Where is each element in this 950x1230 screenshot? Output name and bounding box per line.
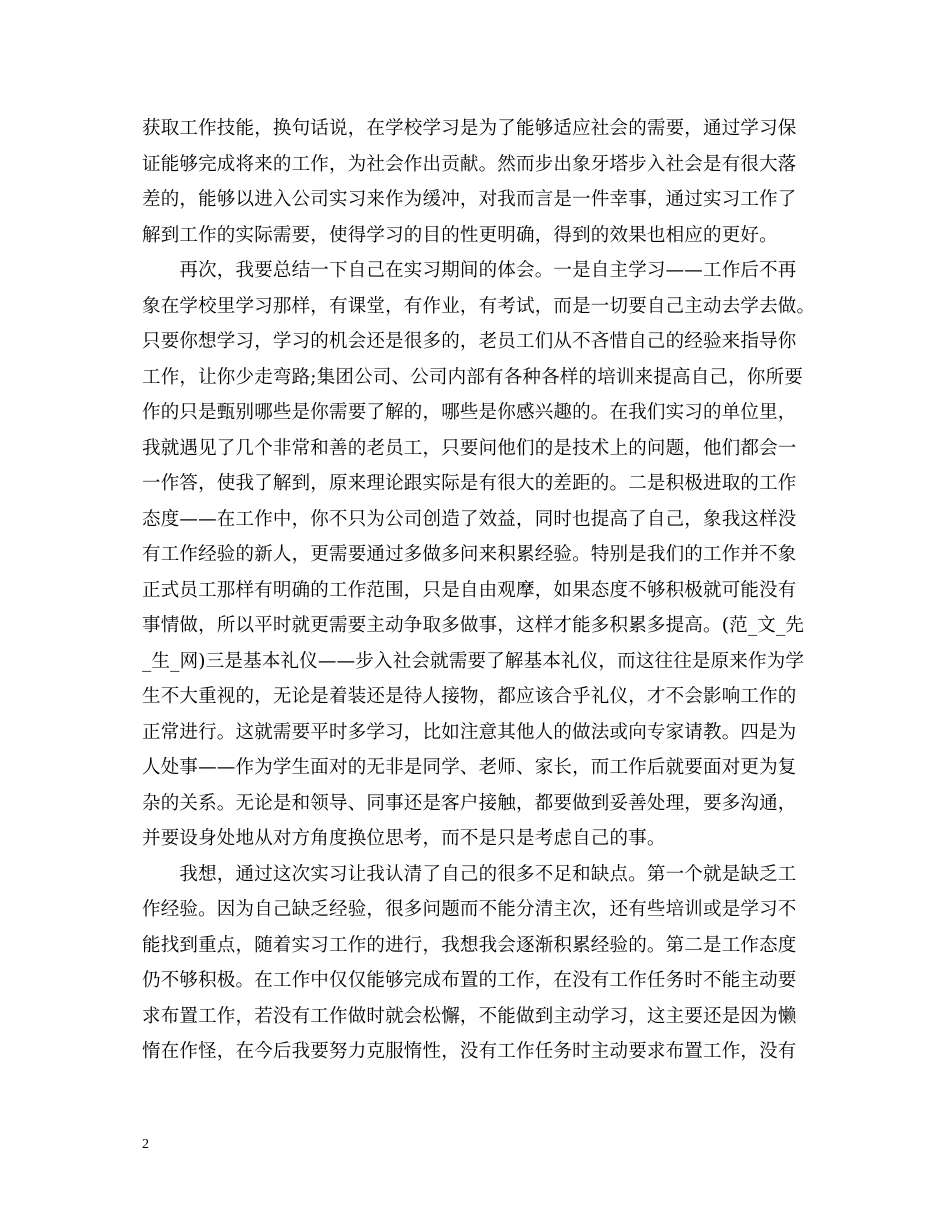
text-line: 作的只是甄别哪些是你需要了解的，哪些是你感兴趣的。在我们实习的单位里， xyxy=(142,402,797,423)
text-line: 工作，让你少走弯路;集团公司、公司内部有各种各样的培训来提高自己，你所要 xyxy=(142,366,803,388)
text-line: 生不大重视的，无论是着装还是待人接物，都应该合乎礼仪，才不会影响工作的 xyxy=(142,686,797,707)
text-line: 事情做，所以平时就更需要主动争取多做事，这样才能多积累多提高。(范_文_先 xyxy=(142,615,805,636)
text-line: 只要你想学习，学习的机会还是很多的，老员工们从不吝惜自己的经验来指导你 xyxy=(142,331,797,352)
text-line: 并要设身处地从对方角度换位思考，而不是只是考虑自己的事。 xyxy=(142,828,666,849)
text-line: 态度——在工作中，你不只为公司创造了效益，同时也提高了自己，象我这样没 xyxy=(142,508,797,530)
text-line: 象在学校里学习那样，有课堂，有作业，有考试，而是一切要自己主动去学去做。 xyxy=(142,295,816,317)
text-line: 有工作经验的新人，更需要通过多做多问来积累经验。特别是我们的工作并不象 xyxy=(142,544,797,565)
text-line: 能找到重点，随着实习工作的进行，我想我会逐渐积累经验的。第二是工作态度 xyxy=(142,934,797,956)
text-line: 求布置工作，若没有工作做时就会松懈，不能做到主动学习，这主要还是因为懒 xyxy=(142,1005,797,1027)
text-line: 差的，能够以进入公司实习来作为缓冲，对我而言是一件幸事，通过实习工作了 xyxy=(142,189,797,210)
text-line: 一作答，使我了解到，原来理论跟实际是有很大的差距的。二是积极进取的工作 xyxy=(142,473,797,494)
text-line: 人处事——作为学生面对的无非是同学、老师、家长，而工作后就要面对更为复 xyxy=(142,757,797,778)
text-line: 惰在作怪，在今后我要努力克服惰性，没有工作任务时主动要求布置工作，没有 xyxy=(142,1041,797,1062)
text-line: 我想，通过这次实习让我认清了自己的很多不足和缺点。第一个就是缺乏工 xyxy=(142,863,797,885)
text-line: 杂的关系。无论是和领导、同事还是客户接触，都要做到妥善处理，要多沟通， xyxy=(142,792,797,814)
text-line: 我就遇见了几个非常和善的老员工，只要问他们的是技术上的问题，他们都会一 xyxy=(142,437,797,459)
page-number: 2 xyxy=(142,1137,149,1152)
text-line: 解到工作的实际需要，使得学习的目的性更明确，得到的效果也相应的更好。 xyxy=(142,224,778,246)
text-line: 作经验。因为自己缺乏经验，很多问题而不能分清主次，还有些培训或是学习不 xyxy=(142,899,797,920)
text-line: _生_网)三是基本礼仪——步入社会就需要了解基本礼仪，而这往往是原来作为学 xyxy=(142,650,805,672)
text-line: 正式员工那样有明确的工作范围，只是自由观摩，如果态度不够积极就可能没有 xyxy=(142,579,797,601)
text-line: 获取工作技能，换句话说，在学校学习是为了能够适应社会的需要，通过学习保 xyxy=(142,118,797,139)
text-line: 再次，我要总结一下自己在实习期间的体会。一是自主学习——工作后不再 xyxy=(142,260,797,281)
text-line: 证能够完成将来的工作，为社会作出贡献。然而步出象牙塔步入社会是有很大落 xyxy=(142,153,797,175)
text-line: 正常进行。这就需要平时多学习，比如注意其他人的做法或向专家请教。四是为 xyxy=(142,721,797,743)
text-line: 仍不够积极。在工作中仅仅能够完成布置的工作，在没有工作任务时不能主动要 xyxy=(142,970,797,991)
